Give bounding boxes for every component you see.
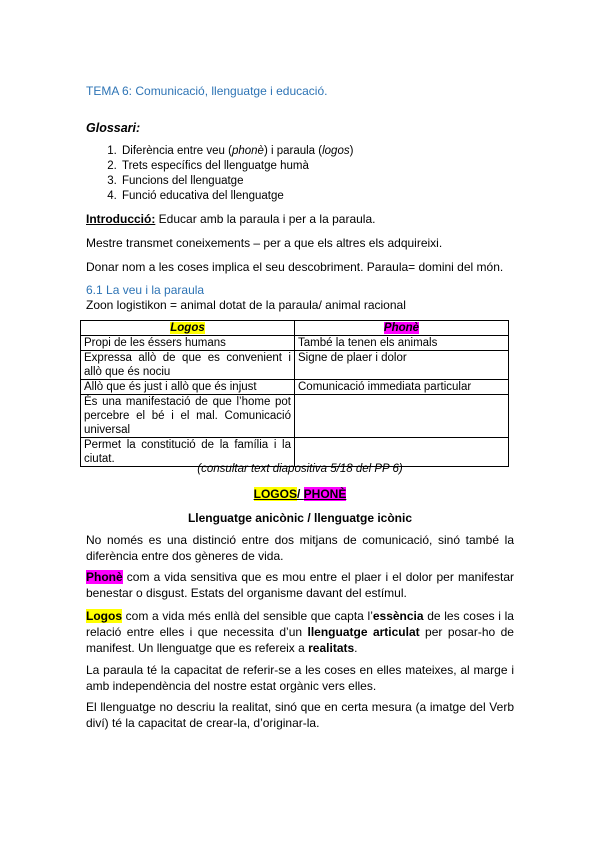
term-phone: Phonè bbox=[86, 570, 123, 584]
table-row bbox=[81, 336, 509, 351]
table-cell bbox=[295, 395, 509, 438]
table-cell: És una manifestació de que l’home pot percebre el bé i el mal. Comunicació universal bbox=[81, 395, 295, 438]
term-logos: Logos bbox=[86, 609, 122, 623]
intro-label: Introducció: bbox=[86, 212, 156, 226]
table-row bbox=[81, 395, 509, 438]
header-logos: Logos bbox=[81, 321, 295, 336]
table-cell: Propi de les éssers humans bbox=[81, 336, 295, 351]
paragraph-phone: Phonè com a vida sensitiva que es mou entre el plaer i el dolor per manifestar benestar o disgust. Estats del organisme davant del estímul. bbox=[86, 570, 514, 600]
section-heading: 6.1 La veu i la paraula bbox=[86, 283, 205, 297]
zoon-line: Zoon logistikon = animal dotat de la paraula/ animal racional bbox=[86, 298, 406, 312]
list-item: 4. Funció educativa del llenguatge bbox=[120, 189, 353, 204]
header-phone: Phonè bbox=[295, 321, 509, 336]
table-cell: Permet la constitució de la família i la ciutat. bbox=[81, 438, 295, 467]
document-title: TEMA 6: Comunicació, llenguatge i educació. bbox=[86, 84, 328, 98]
intro-text: Educar amb la paraula i per a la paraula. bbox=[158, 212, 376, 226]
paragraph-1: Mestre transmet coneixements – per a que els altres els adquireixi. bbox=[86, 236, 443, 250]
intro-paragraph bbox=[86, 211, 375, 227]
paragraph-2: Donar nom a les coses implica el seu descobriment. Paraula= domini del món. bbox=[86, 260, 504, 274]
table-cell: Signe de plaer i dolor bbox=[295, 351, 509, 380]
paragraph-6: La paraula té la capacitat de referir-se a les coses en elles mateixes, al marge i amb independència del nostre estat orgànic vers elles. bbox=[86, 663, 514, 693]
logos-phone-heading: LOGOS/ PHONÈ bbox=[253, 487, 347, 501]
glossary-list bbox=[86, 144, 353, 204]
table-cell: Allò que és just i allò que és injust bbox=[81, 380, 295, 395]
table-cell: També la tenen els animals bbox=[295, 336, 509, 351]
glossary-heading: Glossari: bbox=[86, 121, 141, 135]
table-row bbox=[81, 351, 509, 380]
paragraph-3: No només es una distinció entre dos mitjans de comunicació, sinó també la diferència entre dos gèneres de vida. bbox=[86, 533, 514, 563]
table-header-row bbox=[81, 321, 509, 336]
comparison-table bbox=[80, 320, 509, 467]
table-cell: Comunicació immediata particular bbox=[295, 380, 509, 395]
list-item: 3. Funcions del llenguatge bbox=[120, 174, 353, 189]
language-heading: Llenguatge anicònic / llenguatge icònic bbox=[187, 511, 413, 525]
table-caption: (consultar text diapositiva 5/18 del PP 6) bbox=[197, 463, 403, 475]
table-cell: Expressa allò de que es convenient i allò que és nociu bbox=[81, 351, 295, 380]
list-item: 2. Trets específics del llenguatge humà bbox=[120, 159, 353, 174]
list-item: 1. Diferència entre veu (phonè) i paraula (logos) bbox=[120, 144, 353, 159]
paragraph-7: El llenguatge no descriu la realitat, sinó que en certa mesura (a imatge del Verb diví) té la capacitat de crear-la, d’originar-la. bbox=[86, 700, 514, 730]
paragraph-logos: Logos com a vida més enllà del sensible que capta l’essència de les coses i la relació entre elles i que necessita d’un llenguatge articulat per posar-ho de manifest. Un llenguatge que es refereix a realitats. bbox=[86, 609, 514, 655]
table-row bbox=[81, 380, 509, 395]
